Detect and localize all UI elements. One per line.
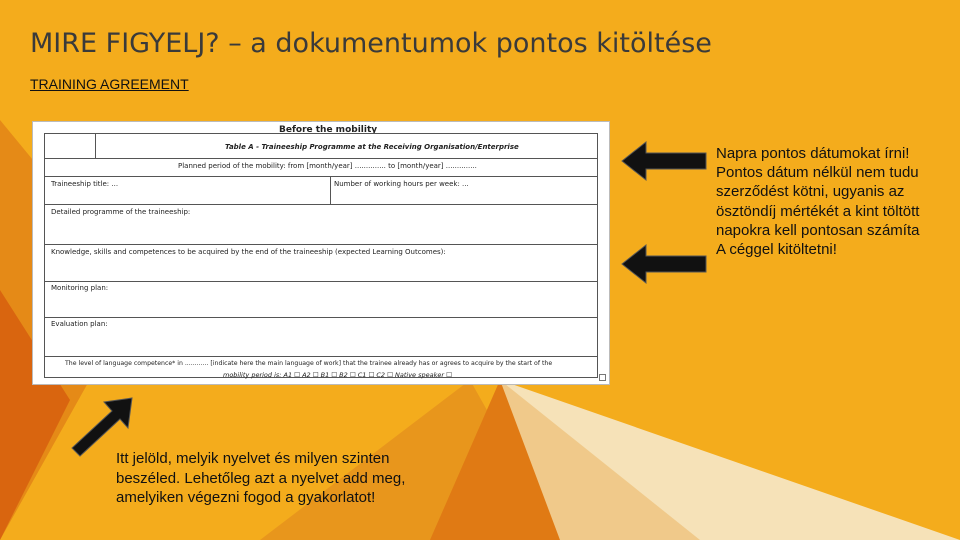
bottom-note-line: Itt jelöld, melyik nyelvet és milyen szinten <box>116 450 390 467</box>
form-language-line2: mobility period is: A1 ☐ A2 ☐ B1 ☐ B2 ☐ C1 ☐ C2 ☐ Native speaker ☐ <box>223 371 452 379</box>
form-language-line1: The level of language competence* in ............ [indicate here the main language of work] that the trainee already has or agrees to acquire by the start of the <box>65 360 553 367</box>
right-note-line: A céggel kitöltetni! <box>716 241 837 259</box>
slide-title: MIRE FIGYELJ? – a dokumentumok pontos kitöltése <box>30 28 712 59</box>
right-note-line: ösztöndíj mértékét a kint töltött <box>716 202 920 220</box>
form-evaluation: Evaluation plan: <box>51 320 108 328</box>
arrow-left-icon <box>620 243 708 285</box>
form-frame <box>44 133 598 378</box>
form-planned-period: Planned period of the mobility: from [month/year] .............. to [month/year] .............. <box>178 162 477 170</box>
arrow-left-icon <box>620 140 708 182</box>
form-working-hours: Number of working hours per week: ... <box>334 180 469 188</box>
training-agreement-form-image <box>32 121 610 385</box>
right-note-line: Napra pontos dátumokat írni! <box>716 145 910 162</box>
bottom-note <box>116 449 405 508</box>
form-traineeship-title: Traineeship title: ... <box>51 180 119 188</box>
resize-handle <box>599 374 606 381</box>
bottom-note-line: beszéled. Lehetőleg azt a nyelvet add meg, <box>116 469 406 487</box>
right-note-line: Pontos dátum nélkül nem tudu <box>716 164 919 182</box>
form-heading: Before the mobility <box>279 125 378 135</box>
right-note-line: szerződést kötni, ugyanis az <box>716 183 905 201</box>
form-table-title: Table A - Traineeship Programme at the Receiving Organisation/Enterprise <box>225 143 519 151</box>
right-note-line: napokra kell pontosan számíta <box>716 221 920 239</box>
form-detailed-programme: Detailed programme of the traineeship: <box>51 208 191 216</box>
right-note <box>716 144 960 259</box>
slide-subtitle: TRAINING AGREEMENT <box>30 76 189 92</box>
form-monitoring: Monitoring plan: <box>51 284 109 292</box>
bottom-note-line: amelyiken végezni fogod a gyakorlatot! <box>116 489 376 506</box>
form-knowledge: Knowledge, skills and competences to be acquired by the end of the traineeship (expected Learning Outcomes): <box>51 248 446 256</box>
